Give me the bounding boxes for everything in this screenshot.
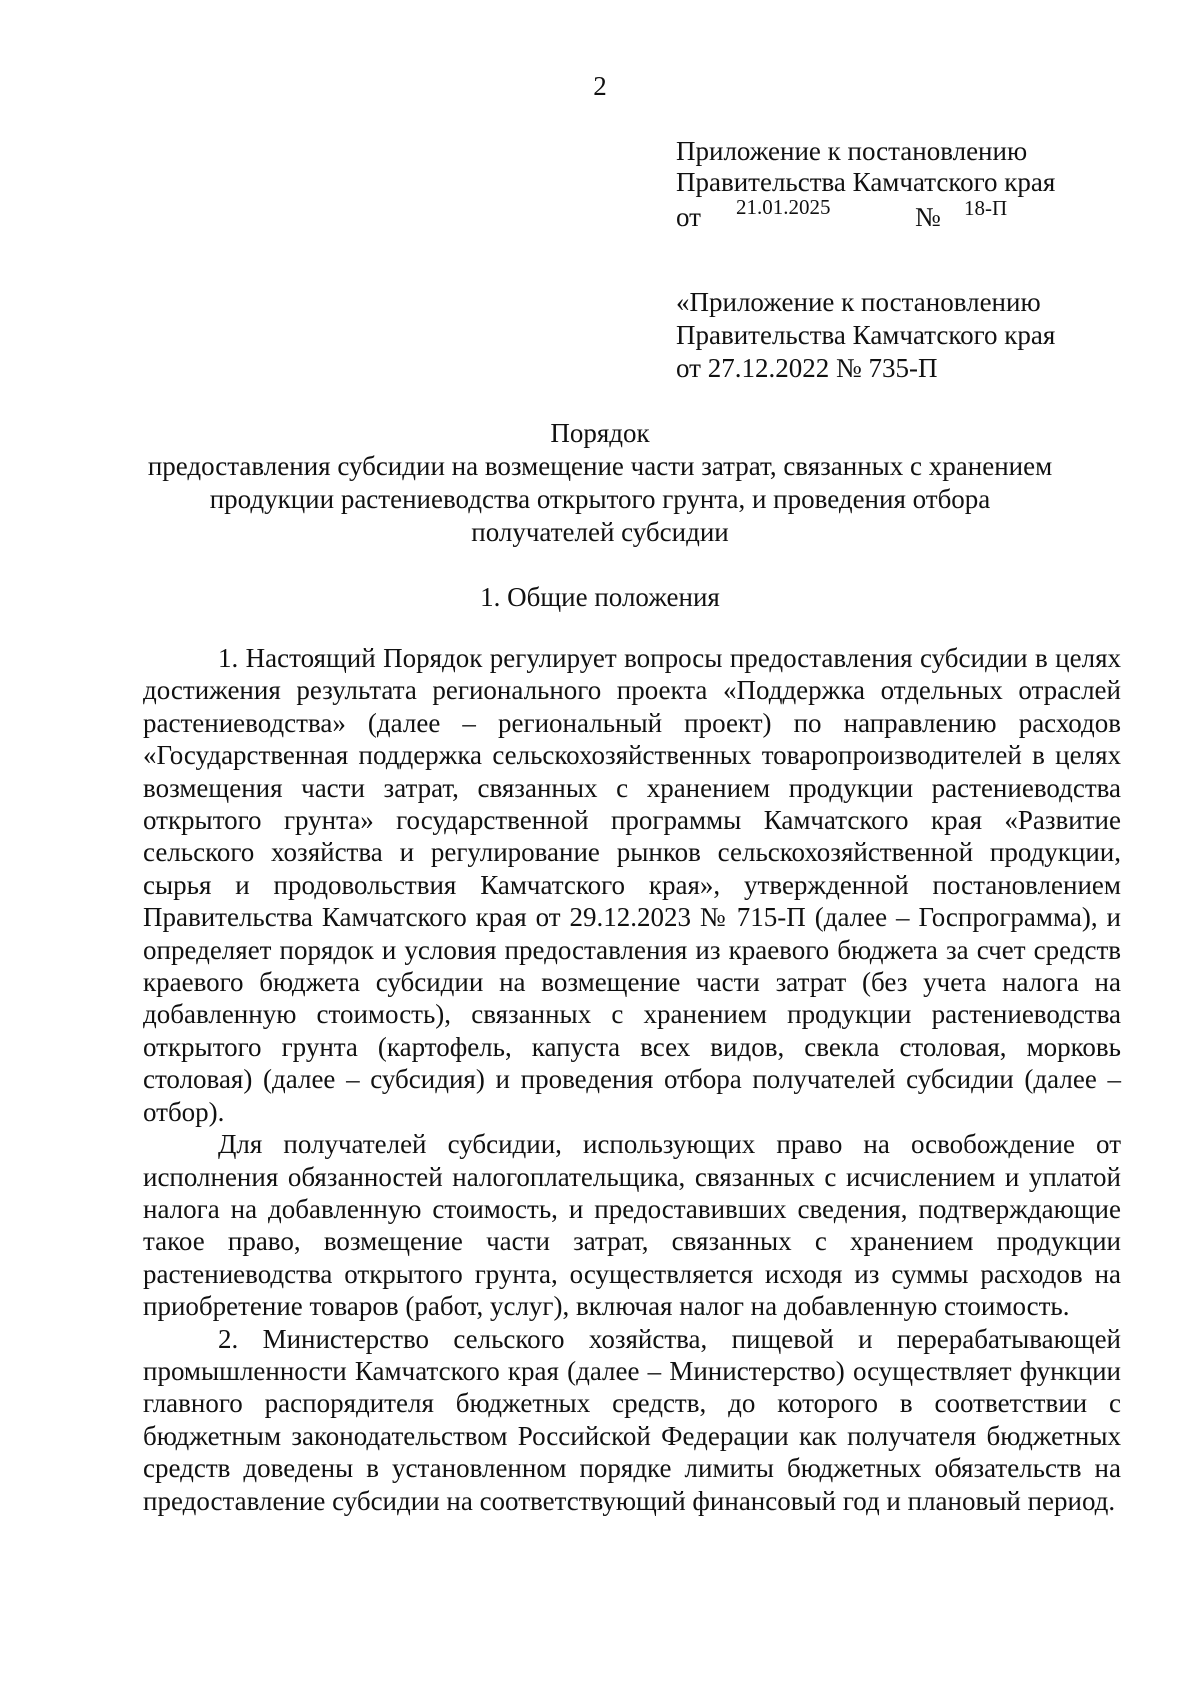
section-heading: 1. Общие положения	[480, 582, 720, 612]
title-line-2: предоставления субсидии на возмещение части затрат, связанных с хранением	[147, 451, 1053, 481]
appendix-line-1: Приложение к постановлению	[676, 136, 1028, 166]
quoted-appendix-header	[676, 286, 1055, 385]
quoted-appendix-line-1: «Приложение к постановлению	[676, 287, 1041, 317]
paragraph-1: 1. Настоящий Порядок регулирует вопросы предоставления субсидии в целях достижения результата регионального проекта «Поддержка отдельных отраслей растениеводства» (далее – региональный проект) по направлению расходов «Государственная поддержка сельскохозяйственных товаропроизводителей в целях возмещения части затрат, связанных с хранением продукции растениеводства открытого грунта» государственной программы Камчатского края «Развитие сельского хозяйства и регулирование рынков сельскохозяйственной продукции, сырья и продовольствия Камчатского края», утвержденной постановлением Правительства Камчатского края от 29.12.2023 № 715-П (далее – Госпрограмма), и определяет порядок и условия предоставления из краевого бюджета за счет средств краевого бюджета субсидии на возмещение части затрат (без учета налога на добавленную стоимость), связанных с хранением продукции растениеводства открытого грунта (картофель, капуста всех видов, свекла столовая, морковь столовая) (далее – субсидия) и проведения отбора получателей субсидии (далее – отбор).	[143, 643, 1121, 1127]
resolution-number: 18-П	[964, 196, 1008, 220]
appendix-date-line	[676, 195, 1055, 232]
quoted-appendix-line-3: от 27.12.2022 № 735-П	[676, 353, 938, 383]
quoted-appendix-line-2: Правительства Камчатского края	[676, 320, 1056, 350]
title-line-1: Порядок	[550, 418, 650, 448]
title-line-4: получателей субсидии	[471, 517, 729, 547]
document-title	[0, 417, 1200, 549]
paragraph-2: Для получателей субсидии, использующих право на освобождение от исполнения обязанностей налогоплательщика, связанных с исчислением и уплатой налога на добавленную стоимость, и предоставивших сведения, подтверждающие такое право, возмещение части затрат, связанных с хранением продукции растениеводства открытого грунта, осуществляется исходя из суммы расходов на приобретение товаров (работ, услуг), включая налог на добавленную стоимость.	[143, 1129, 1121, 1322]
document-body	[143, 642, 1121, 1517]
appendix-header	[676, 136, 1055, 232]
appendix-line-2: Правительства Камчатского края	[676, 167, 1056, 197]
title-line-3: продукции растениеводства открытого грунта, и проведения отбора	[209, 484, 991, 514]
paragraph-3: 2. Министерство сельского хозяйства, пищевой и перерабатывающей промышленности Камчатского края (далее – Министерство) осуществляет функции главного распорядителя бюджетных средств, до которого в соответствии с бюджетным законодательством Российской Федерации как получателя бюджетных средств доведены в установленном порядке лимиты бюджетных обязательств на предоставление субсидии на соответствующий финансовый год и плановый период.	[143, 1323, 1121, 1516]
resolution-date: 21.01.2025	[736, 195, 831, 219]
number-sign: №	[915, 202, 941, 232]
from-label: от	[676, 202, 701, 232]
page-number: 2	[593, 71, 607, 101]
